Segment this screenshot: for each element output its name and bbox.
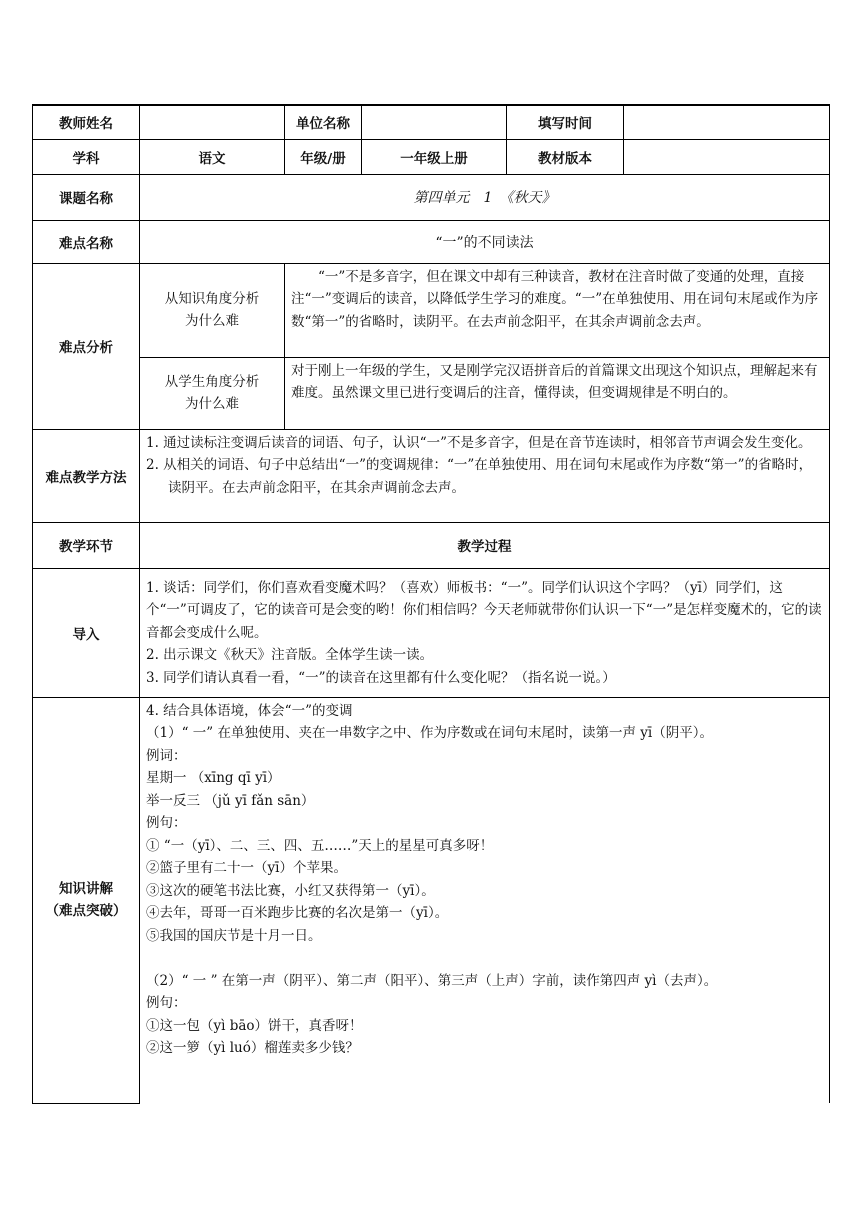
analysis-row-student — [33, 357, 830, 429]
grade-value: 一年级上册 — [362, 139, 507, 174]
knowledge-line-3: 例词： — [146, 747, 187, 764]
method-item-2: 2. 从相关的词语、句子中总结出“一”的变调规律：“一”在单独使用、用在词句末尾或作为序数“第一”的省略时，读阴平。在去声前念阳平，在其余声调前念去声。 — [146, 457, 813, 496]
student-angle-label-line2: 为什么难 — [185, 396, 239, 412]
knowledge-line-13: （2）“ 一 ” 在第一声（阴平）、第二声（阳平）、第三声（上声）字前，读作第四声 yì（去声）。 — [146, 972, 718, 989]
stage-label: 教学环节 — [33, 522, 140, 568]
knowledge-label-line2: （难点突破） — [45, 903, 127, 919]
knowledge-line-2: （1）“ 一” 在单独使用、夹在一串数字之中、作为序数或在词句末尾时，读第一声 yī（阴平）。 — [146, 725, 713, 741]
knowledge-label — [33, 697, 140, 1103]
knowledge-line-16: ②这一箩（yì luó）榴莲卖多少钱？ — [146, 1040, 359, 1056]
process-label: 教学过程 — [140, 522, 830, 568]
knowledge-line-blank — [146, 947, 823, 970]
intro-row — [33, 568, 830, 697]
methods-list — [140, 429, 830, 522]
knowledge-line-9: ③这次的硬笔书法比赛，小红又获得第一（yī）。 — [146, 882, 435, 899]
knowledge-line-1: 4. 结合具体语境，体会“一”的变调 — [146, 702, 353, 719]
knowledge-angle-text: “一”不是多音字，但在课文中却有三种读音，教材在注音时做了变通的处理，直接注“一”变调后的读音，以降低学生学习的难度。“一”在单独使用、用在词句末尾或作为序数“第一”的省略时，读阴平。在去声前念阳平，在其余声调前念去声。 — [285, 263, 830, 357]
date-label: 填写时间 — [507, 105, 624, 139]
intro-content — [140, 568, 830, 697]
subject-value: 语文 — [140, 139, 285, 174]
knowledge-label-line1: 知识讲解 — [59, 881, 113, 897]
lesson-table — [32, 104, 830, 1104]
intro-line-3: 3. 同学们请认真看一看，“一”的读音在这里都有什么变化呢？（指名说一说。） — [146, 669, 616, 686]
grade-label: 年级/册 — [285, 139, 362, 174]
teacher-value[interactable] — [140, 105, 285, 139]
student-angle-label — [140, 357, 285, 429]
knowledge-line-10: ④去年，哥哥一百米跑步比赛的名次是第一（yī）。 — [146, 905, 449, 921]
analysis-row-knowledge — [33, 263, 830, 357]
knowledge-line-6: 例句： — [146, 815, 187, 831]
knowledge-content — [140, 697, 830, 1103]
knowledge-line-5: 举一反三 （jǔ yī fǎn sān） — [146, 792, 315, 809]
knowledge-angle-label-line2: 为什么难 — [185, 313, 239, 329]
knowledge-line-15: ①这一包（yì bāo）饼干，真香呀！ — [146, 1017, 363, 1034]
knowledge-angle-label-line1: 从知识角度分析 — [164, 291, 260, 307]
knowledge-line-8: ②篮子里有二十一（yī）个苹果。 — [146, 860, 347, 876]
edition-label: 教材版本 — [507, 139, 624, 174]
knowledge-line-14: 例句： — [146, 995, 187, 1011]
unit-label: 单位名称 — [285, 105, 362, 139]
title-label: 课题名称 — [33, 174, 140, 220]
title-row — [33, 174, 830, 220]
header-row-2 — [33, 139, 830, 174]
methods-label: 难点教学方法 — [33, 429, 140, 522]
difficulty-label: 难点名称 — [33, 220, 140, 263]
analysis-label: 难点分析 — [33, 263, 140, 429]
edition-value[interactable] — [624, 139, 830, 174]
title-value: 第四单元 1 《秋天》 — [140, 174, 830, 220]
method-item-1: 1. 通过读标注变调后读音的词语、句子，认识“一”不是多音字，但是在音节连读时，相邻音节声调会发生变化。 — [146, 434, 812, 451]
knowledge-angle-label — [140, 263, 285, 357]
student-angle-text: 对于刚上一年级的学生，又是刚学完汉语拼音后的首篇课文出现这个知识点，理解起来有难度。虽然课文里已进行变调后的注音，懂得读，但变调规律是不明白的。 — [285, 357, 830, 429]
intro-label: 导入 — [33, 568, 140, 697]
difficulty-value: “一”的不同读法 — [140, 220, 830, 263]
knowledge-line-11: ⑤我国的国庆节是十月一日。 — [146, 927, 322, 944]
intro-line-1: 1. 谈话：同学们，你们喜欢看变魔术吗？（喜欢）师板书：“一”。同学们认识这个字吗？（yī）同学们，这个“一”可调皮了，它的读音可是会变的哟！你们相信吗？今天老师就带你们认识一下“一”是怎样变魔术的，它的读音都会变成什么呢。 — [146, 579, 822, 641]
subject-label: 学科 — [33, 139, 140, 174]
difficulty-row — [33, 220, 830, 263]
knowledge-line-7: ① “一（yī）、二、三、四、五……”天上的星星可真多呀！ — [146, 837, 494, 854]
teacher-label: 教师姓名 — [33, 105, 140, 139]
unit-value[interactable] — [362, 105, 507, 139]
knowledge-line-4: 星期一 （xīng qī yī） — [146, 770, 281, 786]
date-value[interactable] — [624, 105, 830, 139]
process-header-row — [33, 522, 830, 568]
student-angle-label-line1: 从学生角度分析 — [164, 374, 260, 390]
header-row-1 — [33, 105, 830, 139]
methods-row — [33, 429, 830, 522]
knowledge-row — [33, 697, 830, 1103]
intro-line-2: 2. 出示课文《秋天》注音版。全体学生读一读。 — [146, 647, 434, 663]
